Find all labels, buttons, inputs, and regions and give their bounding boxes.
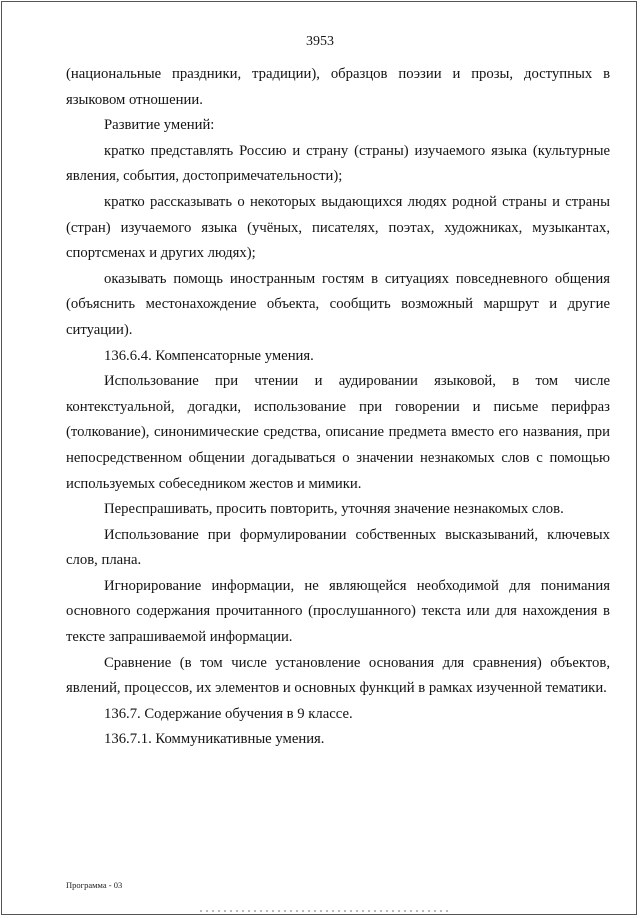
paragraph: Использование при чтении и аудировании языковой, в том числе контекстуальной, догадки, использование при говорении и письме перифраз (толкование), синонимические средства, описание предмета вместо его названия, при непосредственном общении догадываться о значении незнакомых слов с помощью используемых собеседником жестов и мимики. — [66, 373, 610, 492]
section-heading: 136.7.1. Коммуникативные умения. — [104, 731, 325, 748]
paragraph: кратко рассказывать о некоторых выдающихся людях родной страны и страны (стран) изучаемого языка (учёных, писателях, поэтах, художниках, музыкантах, спортсменах и других людях); — [66, 193, 610, 262]
paragraph: Переспрашивать, просить повторить, уточняя значение незнакомых слов. — [104, 501, 564, 518]
paragraph: кратко представлять Россию и страну (страны) изучаемого языка (культурные явления, события, достопримечательности); — [66, 142, 610, 185]
section-heading: 136.7. Содержание обучения в 9 классе. — [104, 705, 353, 722]
paragraph: оказывать помощь иностранным гостям в ситуациях повседневного общения (объяснить местонахождение объекта, сообщить возможный маршрут и другие ситуации). — [66, 270, 610, 338]
page-number: 3953 — [306, 34, 334, 49]
scan-artifact — [200, 910, 450, 912]
paragraph: Игнорирование информации, не являющейся необходимой для понимания основного содержания прочитанного (прослушанного) текста или для нахождения в тексте запрашиваемой информации. — [66, 577, 610, 646]
section-heading: 136.6.4. Компенсаторные умения. — [104, 347, 314, 364]
paragraph: Развитие умений: — [104, 117, 215, 134]
document-body — [66, 62, 610, 753]
paragraph: Сравнение (в том числе установление основания для сравнения) объектов, явлений, процессов, их элементов и основных функций в рамках изученной тематики. — [66, 654, 610, 697]
paragraph: Использование при формулировании собственных высказываний, ключевых слов, плана. — [66, 526, 610, 569]
footer-code: Программа - 03 — [66, 880, 123, 890]
paragraph: (национальные праздники, традиции), образцов поэзии и прозы, доступных в языковом отношении. — [66, 66, 610, 108]
